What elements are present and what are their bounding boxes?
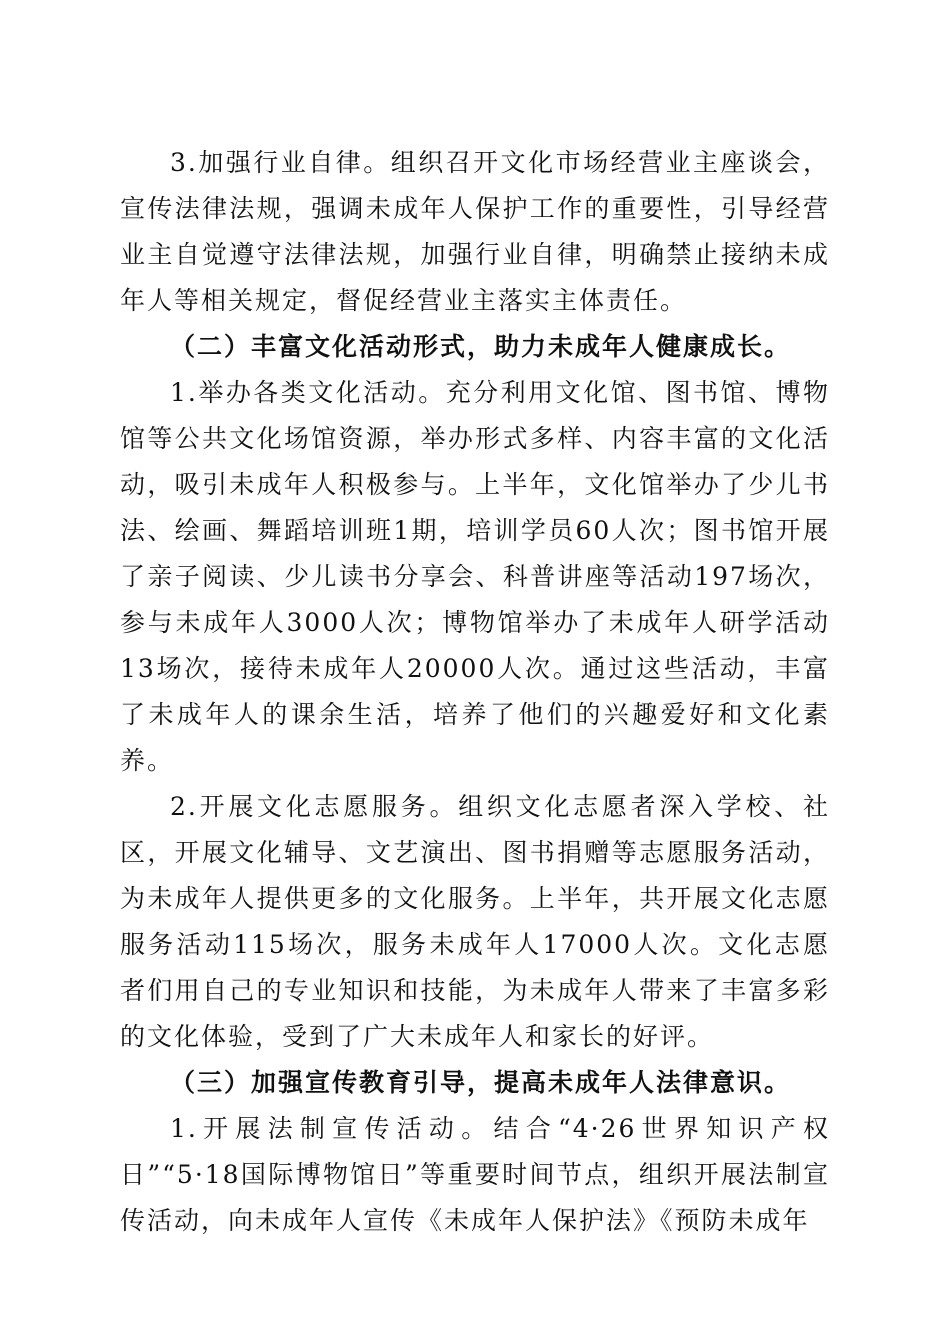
paragraph-legal-publicity: 1.开展法制宣传活动。结合“4·26世界知识产权日”“5·18国际博物馆日”等重要时间节点，组织开展法制宣传活动，向未成年人宣传《未成年人保护法》《预防未成年 [120, 1114, 830, 1235]
paragraph-cultural-activities: 1.举办各类文化活动。充分利用文化馆、图书馆、博物馆等公共文化场馆资源，举办形式多样、内容丰富的文化活动，吸引未成年人积极参与。上半年，文化馆举办了少儿书法、绘画、舞蹈培训班1期，培训学员60人次；图书馆开展了亲子阅读、少儿读书分享会、科普讲座等活动197场次，参与未成年人3000人次；博物馆举办了未成年人研学活动13场次，接待未成年人20000人次。通过这些活动，丰富了未成年人的课余生活，培养了他们的兴趣爱好和文化素养。 [120, 378, 830, 775]
section-heading-2: （二）丰富文化活动形式，助力未成年人健康成长。 [170, 332, 792, 361]
paragraph-volunteer-service: 2.开展文化志愿服务。组织文化志愿者深入学校、社区，开展文化辅导、文艺演出、图书捐赠等志愿服务活动，为未成年人提供更多的文化服务。上半年，共开展文化志愿服务活动115场次，服务未成年人17000人次。文化志愿者们用自己的专业知识和技能，为未成年人带来了丰富多彩的文化体验，受到了广大未成年人和家长的好评。 [120, 792, 830, 1051]
paragraph-industry-self-discipline: 3.加强行业自律。组织召开文化市场经营业主座谈会，宣传法律法规，强调未成年人保护工作的重要性，引导经营业主自觉遵守法律法规，加强行业自律，明确禁止接纳未成年人等相关规定，督促经营业主落实主体责任。 [120, 148, 830, 315]
section-heading-3: （三）加强宣传教育引导，提高未成年人法律意识。 [170, 1068, 792, 1097]
document-body [120, 140, 830, 1244]
